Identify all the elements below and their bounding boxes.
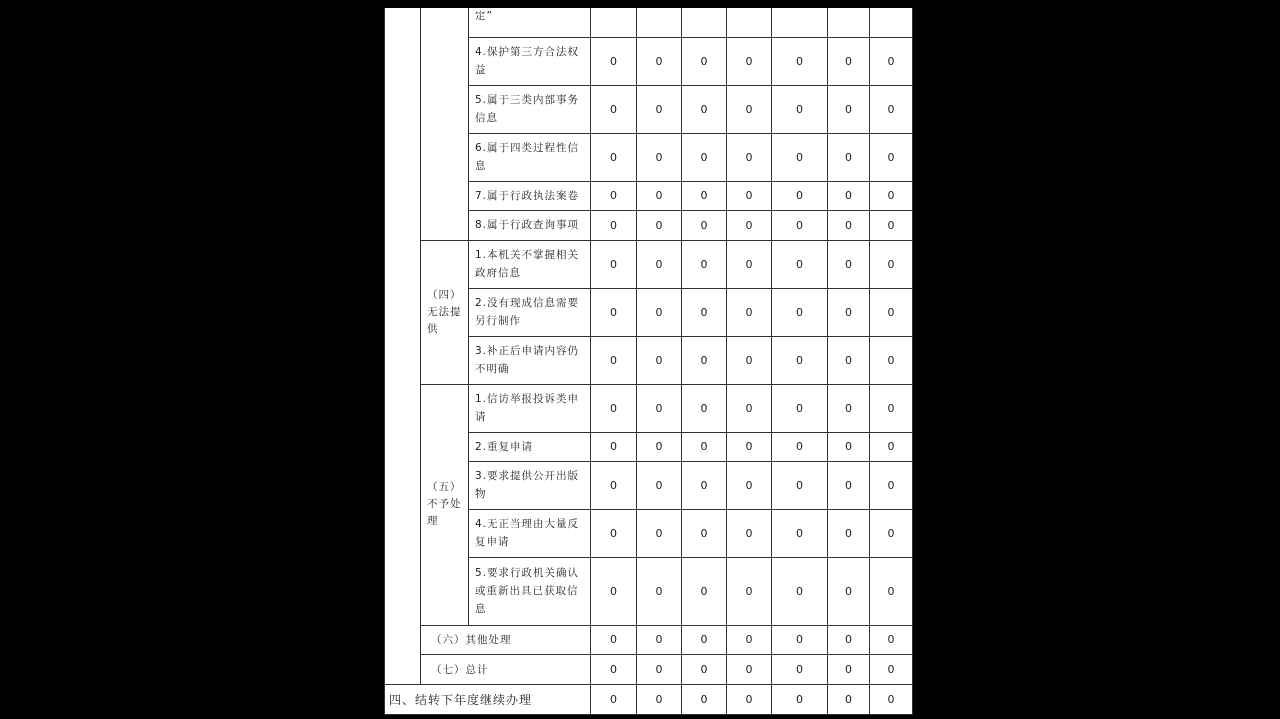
disclosure-statistics-table [384,8,913,715]
value-cell: 0 [727,432,772,461]
table-row [385,684,913,714]
value-cell: 0 [828,133,870,181]
value-cell: 0 [870,85,913,133]
value-cell: 0 [772,210,828,240]
value-cell: 0 [727,133,772,181]
value-cell: 0 [591,461,637,509]
document-page [384,8,913,715]
group-label-cell [421,8,469,240]
row-label: （六）其他处理 [421,625,591,654]
row-label: 2.没有现成信息需要另行制作 [469,288,591,336]
table-row [385,654,913,684]
value-cell: 0 [727,288,772,336]
value-cell: 0 [637,37,682,85]
value-cell: 0 [682,509,727,557]
group-label-cell: （五）不予处理 [421,384,469,625]
row-label: （七）总计 [421,654,591,684]
value-cell: 0 [682,336,727,384]
value-cell [772,8,828,37]
value-cell: 0 [772,181,828,210]
value-cell: 0 [591,557,637,625]
value-cell: 0 [682,432,727,461]
value-cell: 0 [870,288,913,336]
value-cell: 0 [591,684,637,714]
value-cell: 0 [682,181,727,210]
value-cell: 0 [682,85,727,133]
value-cell: 0 [870,384,913,432]
table-row [385,384,913,432]
value-cell: 0 [682,133,727,181]
group-label-cell: （四）无法提供 [421,240,469,384]
value-cell: 0 [637,85,682,133]
row-label: 2.重复申请 [469,432,591,461]
row-label: 1.本机关不掌握相关政府信息 [469,240,591,288]
value-cell: 0 [727,85,772,133]
value-cell: 0 [828,684,870,714]
row-label: 4.无正当理由大量反复申请 [469,509,591,557]
row-label: 3.补正后申请内容仍不明确 [469,336,591,384]
value-cell: 0 [870,461,913,509]
value-cell: 0 [772,557,828,625]
value-cell: 0 [727,654,772,684]
value-cell: 0 [870,133,913,181]
row-label: 3.要求提供公开出版物 [469,461,591,509]
value-cell: 0 [637,509,682,557]
value-cell [828,8,870,37]
value-cell [591,8,637,37]
value-cell: 0 [828,181,870,210]
value-cell: 0 [637,625,682,654]
value-cell: 0 [828,336,870,384]
value-cell: 0 [828,654,870,684]
value-cell: 0 [682,37,727,85]
value-cell: 0 [591,509,637,557]
value-cell: 0 [682,557,727,625]
value-cell: 0 [637,684,682,714]
row-label: 8.属于行政查询事项 [469,210,591,240]
value-cell: 0 [772,432,828,461]
value-cell: 0 [637,557,682,625]
value-cell: 0 [591,181,637,210]
value-cell: 0 [682,240,727,288]
value-cell: 0 [637,384,682,432]
value-cell: 0 [870,336,913,384]
value-cell: 0 [828,625,870,654]
value-cell: 0 [682,384,727,432]
value-cell: 0 [682,625,727,654]
value-cell: 0 [727,210,772,240]
row-label: 定” [469,8,591,37]
value-cell: 0 [727,336,772,384]
value-cell: 0 [682,654,727,684]
value-cell: 0 [637,210,682,240]
value-cell: 0 [591,384,637,432]
value-cell: 0 [828,557,870,625]
value-cell: 0 [772,336,828,384]
value-cell: 0 [828,85,870,133]
value-cell: 0 [591,240,637,288]
value-cell: 0 [870,181,913,210]
value-cell: 0 [637,240,682,288]
row-label: 四、结转下年度继续办理 [385,684,591,714]
value-cell: 0 [772,133,828,181]
value-cell: 0 [870,557,913,625]
value-cell: 0 [870,210,913,240]
value-cell [870,8,913,37]
value-cell: 0 [772,461,828,509]
value-cell: 0 [772,85,828,133]
value-cell: 0 [637,181,682,210]
row-label: 7.属于行政执法案卷 [469,181,591,210]
value-cell: 0 [682,288,727,336]
value-cell [727,8,772,37]
row-label: 6.属于四类过程性信息 [469,133,591,181]
value-cell: 0 [591,432,637,461]
value-cell: 0 [828,384,870,432]
row-label: 1.信访举报投诉类申请 [469,384,591,432]
value-cell: 0 [772,288,828,336]
table-row [385,240,913,288]
value-cell: 0 [772,384,828,432]
table-row [385,625,913,654]
value-cell: 0 [870,240,913,288]
value-cell [682,8,727,37]
value-cell: 0 [682,684,727,714]
value-cell: 0 [870,37,913,85]
value-cell: 0 [682,210,727,240]
value-cell: 0 [727,384,772,432]
value-cell: 0 [772,684,828,714]
section-spacer-cell [385,8,421,684]
value-cell: 0 [591,210,637,240]
value-cell: 0 [637,461,682,509]
value-cell: 0 [870,684,913,714]
value-cell: 0 [727,181,772,210]
value-cell: 0 [591,133,637,181]
value-cell: 0 [772,37,828,85]
value-cell: 0 [637,288,682,336]
value-cell: 0 [828,210,870,240]
value-cell: 0 [591,654,637,684]
value-cell: 0 [870,654,913,684]
row-label: 4.保护第三方合法权益 [469,37,591,85]
value-cell: 0 [727,684,772,714]
value-cell: 0 [682,461,727,509]
value-cell: 0 [727,557,772,625]
value-cell: 0 [637,336,682,384]
value-cell: 0 [637,654,682,684]
value-cell: 0 [828,37,870,85]
value-cell: 0 [727,461,772,509]
value-cell: 0 [591,336,637,384]
value-cell: 0 [828,288,870,336]
value-cell: 0 [591,288,637,336]
value-cell: 0 [870,432,913,461]
row-label: 5.属于三类内部事务信息 [469,85,591,133]
value-cell: 0 [727,625,772,654]
value-cell: 0 [828,432,870,461]
value-cell: 0 [727,37,772,85]
value-cell: 0 [870,509,913,557]
value-cell: 0 [772,509,828,557]
value-cell: 0 [772,625,828,654]
value-cell: 0 [772,240,828,288]
value-cell: 0 [772,654,828,684]
value-cell: 0 [637,432,682,461]
table-row [385,8,913,37]
value-cell: 0 [591,85,637,133]
value-cell: 0 [591,37,637,85]
value-cell: 0 [591,625,637,654]
value-cell: 0 [637,133,682,181]
value-cell: 0 [828,461,870,509]
value-cell: 0 [727,240,772,288]
value-cell [637,8,682,37]
value-cell: 0 [870,625,913,654]
value-cell: 0 [828,240,870,288]
value-cell: 0 [727,509,772,557]
row-label: 5.要求行政机关确认或重新出具已获取信息 [469,557,591,625]
value-cell: 0 [828,509,870,557]
